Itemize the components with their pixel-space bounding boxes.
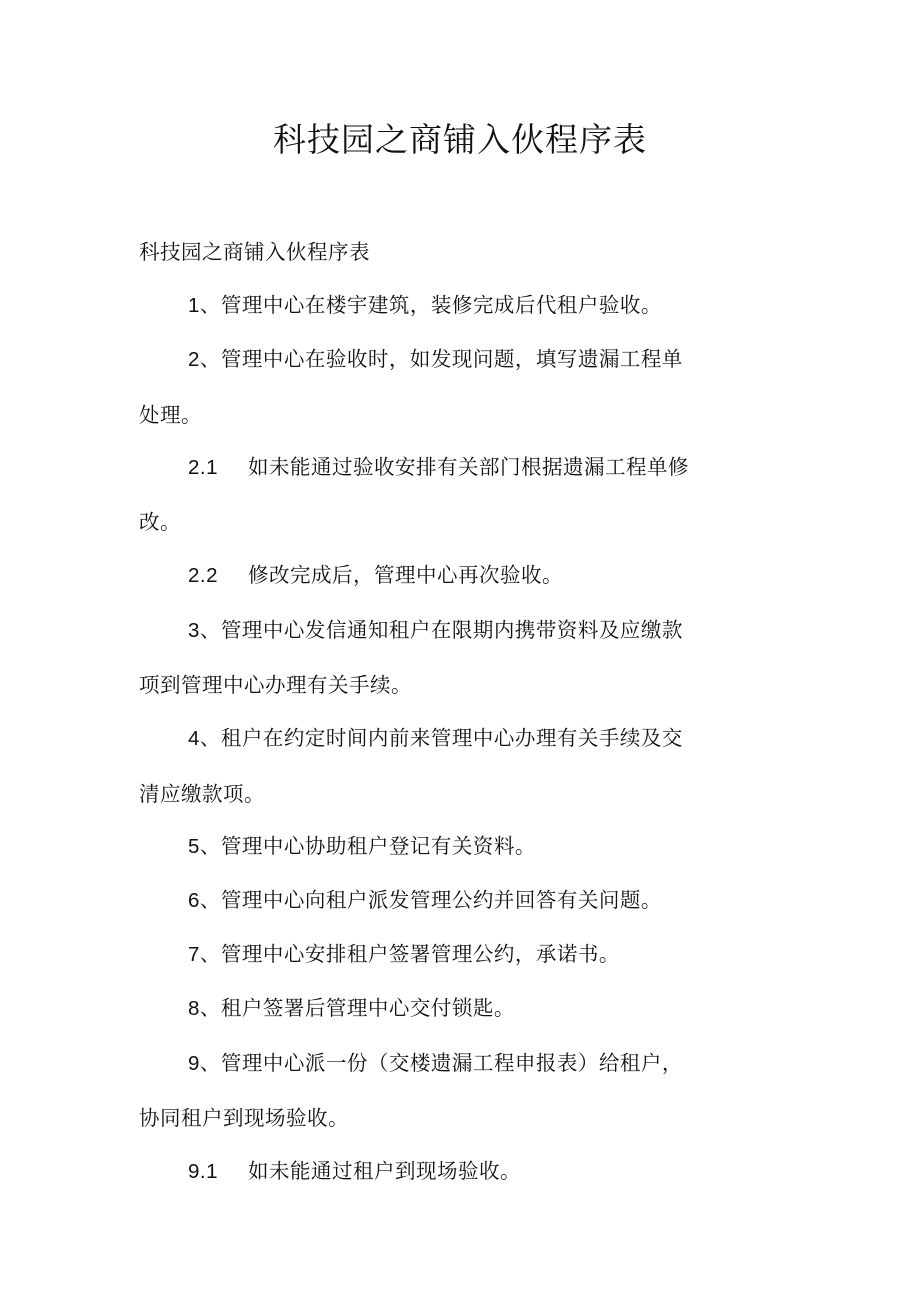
item-2-continuation: 处理。 bbox=[139, 403, 202, 427]
item-number: 2.2 bbox=[188, 564, 218, 587]
item-2-1-continuation: 改。 bbox=[139, 510, 181, 534]
item-text: 管理中心派一份（交楼遗漏工程申报表）给租户， bbox=[220, 1051, 683, 1075]
item-text: 管理中心发信通知租户在限期内携带资料及应缴款 bbox=[220, 618, 683, 642]
item-text: 管理中心在楼宇建筑，装修完成后代租户验收。 bbox=[220, 293, 662, 317]
item-separator: 、 bbox=[199, 1051, 221, 1075]
item-separator: 、 bbox=[199, 834, 221, 858]
item-4 bbox=[188, 724, 683, 753]
item-text: 管理中心向租户派发管理公约并回答有关问题。 bbox=[220, 888, 662, 912]
item-9-continuation: 协同租户到现场验收。 bbox=[139, 1106, 349, 1130]
item-7 bbox=[188, 940, 620, 969]
item-number: 5 bbox=[188, 835, 200, 858]
item-9-1 bbox=[188, 1157, 521, 1186]
document-subtitle: 科技园之商铺入伙程序表 bbox=[139, 240, 370, 264]
item-separator: 、 bbox=[199, 726, 221, 750]
item-separator: 、 bbox=[199, 347, 221, 371]
item-separator: 、 bbox=[199, 293, 221, 317]
item-3 bbox=[188, 616, 683, 645]
item-text: 如未能通过验收安排有关部门根据遗漏工程单修 bbox=[248, 455, 689, 479]
item-6 bbox=[188, 886, 662, 915]
item-2-2 bbox=[188, 561, 563, 590]
item-text: 租户在约定时间内前来管理中心办理有关手续及交 bbox=[220, 726, 683, 750]
document-title: 科技园之商铺入伙程序表 bbox=[273, 120, 647, 159]
item-9 bbox=[188, 1049, 683, 1078]
item-text: 修改完成后，管理中心再次验收。 bbox=[248, 563, 563, 587]
item-separator: 、 bbox=[199, 942, 221, 966]
item-2-1 bbox=[188, 453, 689, 482]
item-text: 租户签署后管理中心交付锁匙。 bbox=[220, 996, 515, 1020]
item-number: 2.1 bbox=[188, 456, 218, 479]
item-number: 4 bbox=[188, 727, 200, 750]
item-separator: 、 bbox=[199, 888, 221, 912]
item-number: 9 bbox=[188, 1052, 200, 1075]
item-number: 2 bbox=[188, 348, 200, 371]
item-5 bbox=[188, 832, 536, 861]
item-number: 8 bbox=[188, 997, 200, 1020]
item-8 bbox=[188, 994, 515, 1023]
item-separator: 、 bbox=[199, 996, 221, 1020]
item-number: 9.1 bbox=[188, 1160, 218, 1183]
item-number: 6 bbox=[188, 889, 200, 912]
item-separator: 、 bbox=[199, 618, 221, 642]
item-text: 管理中心安排租户签署管理公约，承诺书。 bbox=[220, 942, 620, 966]
item-number: 1 bbox=[188, 294, 200, 317]
item-text: 管理中心在验收时，如发现问题，填写遗漏工程单 bbox=[220, 347, 683, 371]
item-2 bbox=[188, 345, 683, 374]
item-number: 7 bbox=[188, 943, 200, 966]
item-text: 管理中心协助租户登记有关资料。 bbox=[220, 834, 536, 858]
item-1 bbox=[188, 291, 662, 320]
item-text: 如未能通过租户到现场验收。 bbox=[248, 1159, 521, 1183]
item-3-continuation: 项到管理中心办理有关手续。 bbox=[139, 673, 412, 697]
item-number: 3 bbox=[188, 619, 200, 642]
item-4-continuation: 清应缴款项。 bbox=[139, 782, 265, 806]
